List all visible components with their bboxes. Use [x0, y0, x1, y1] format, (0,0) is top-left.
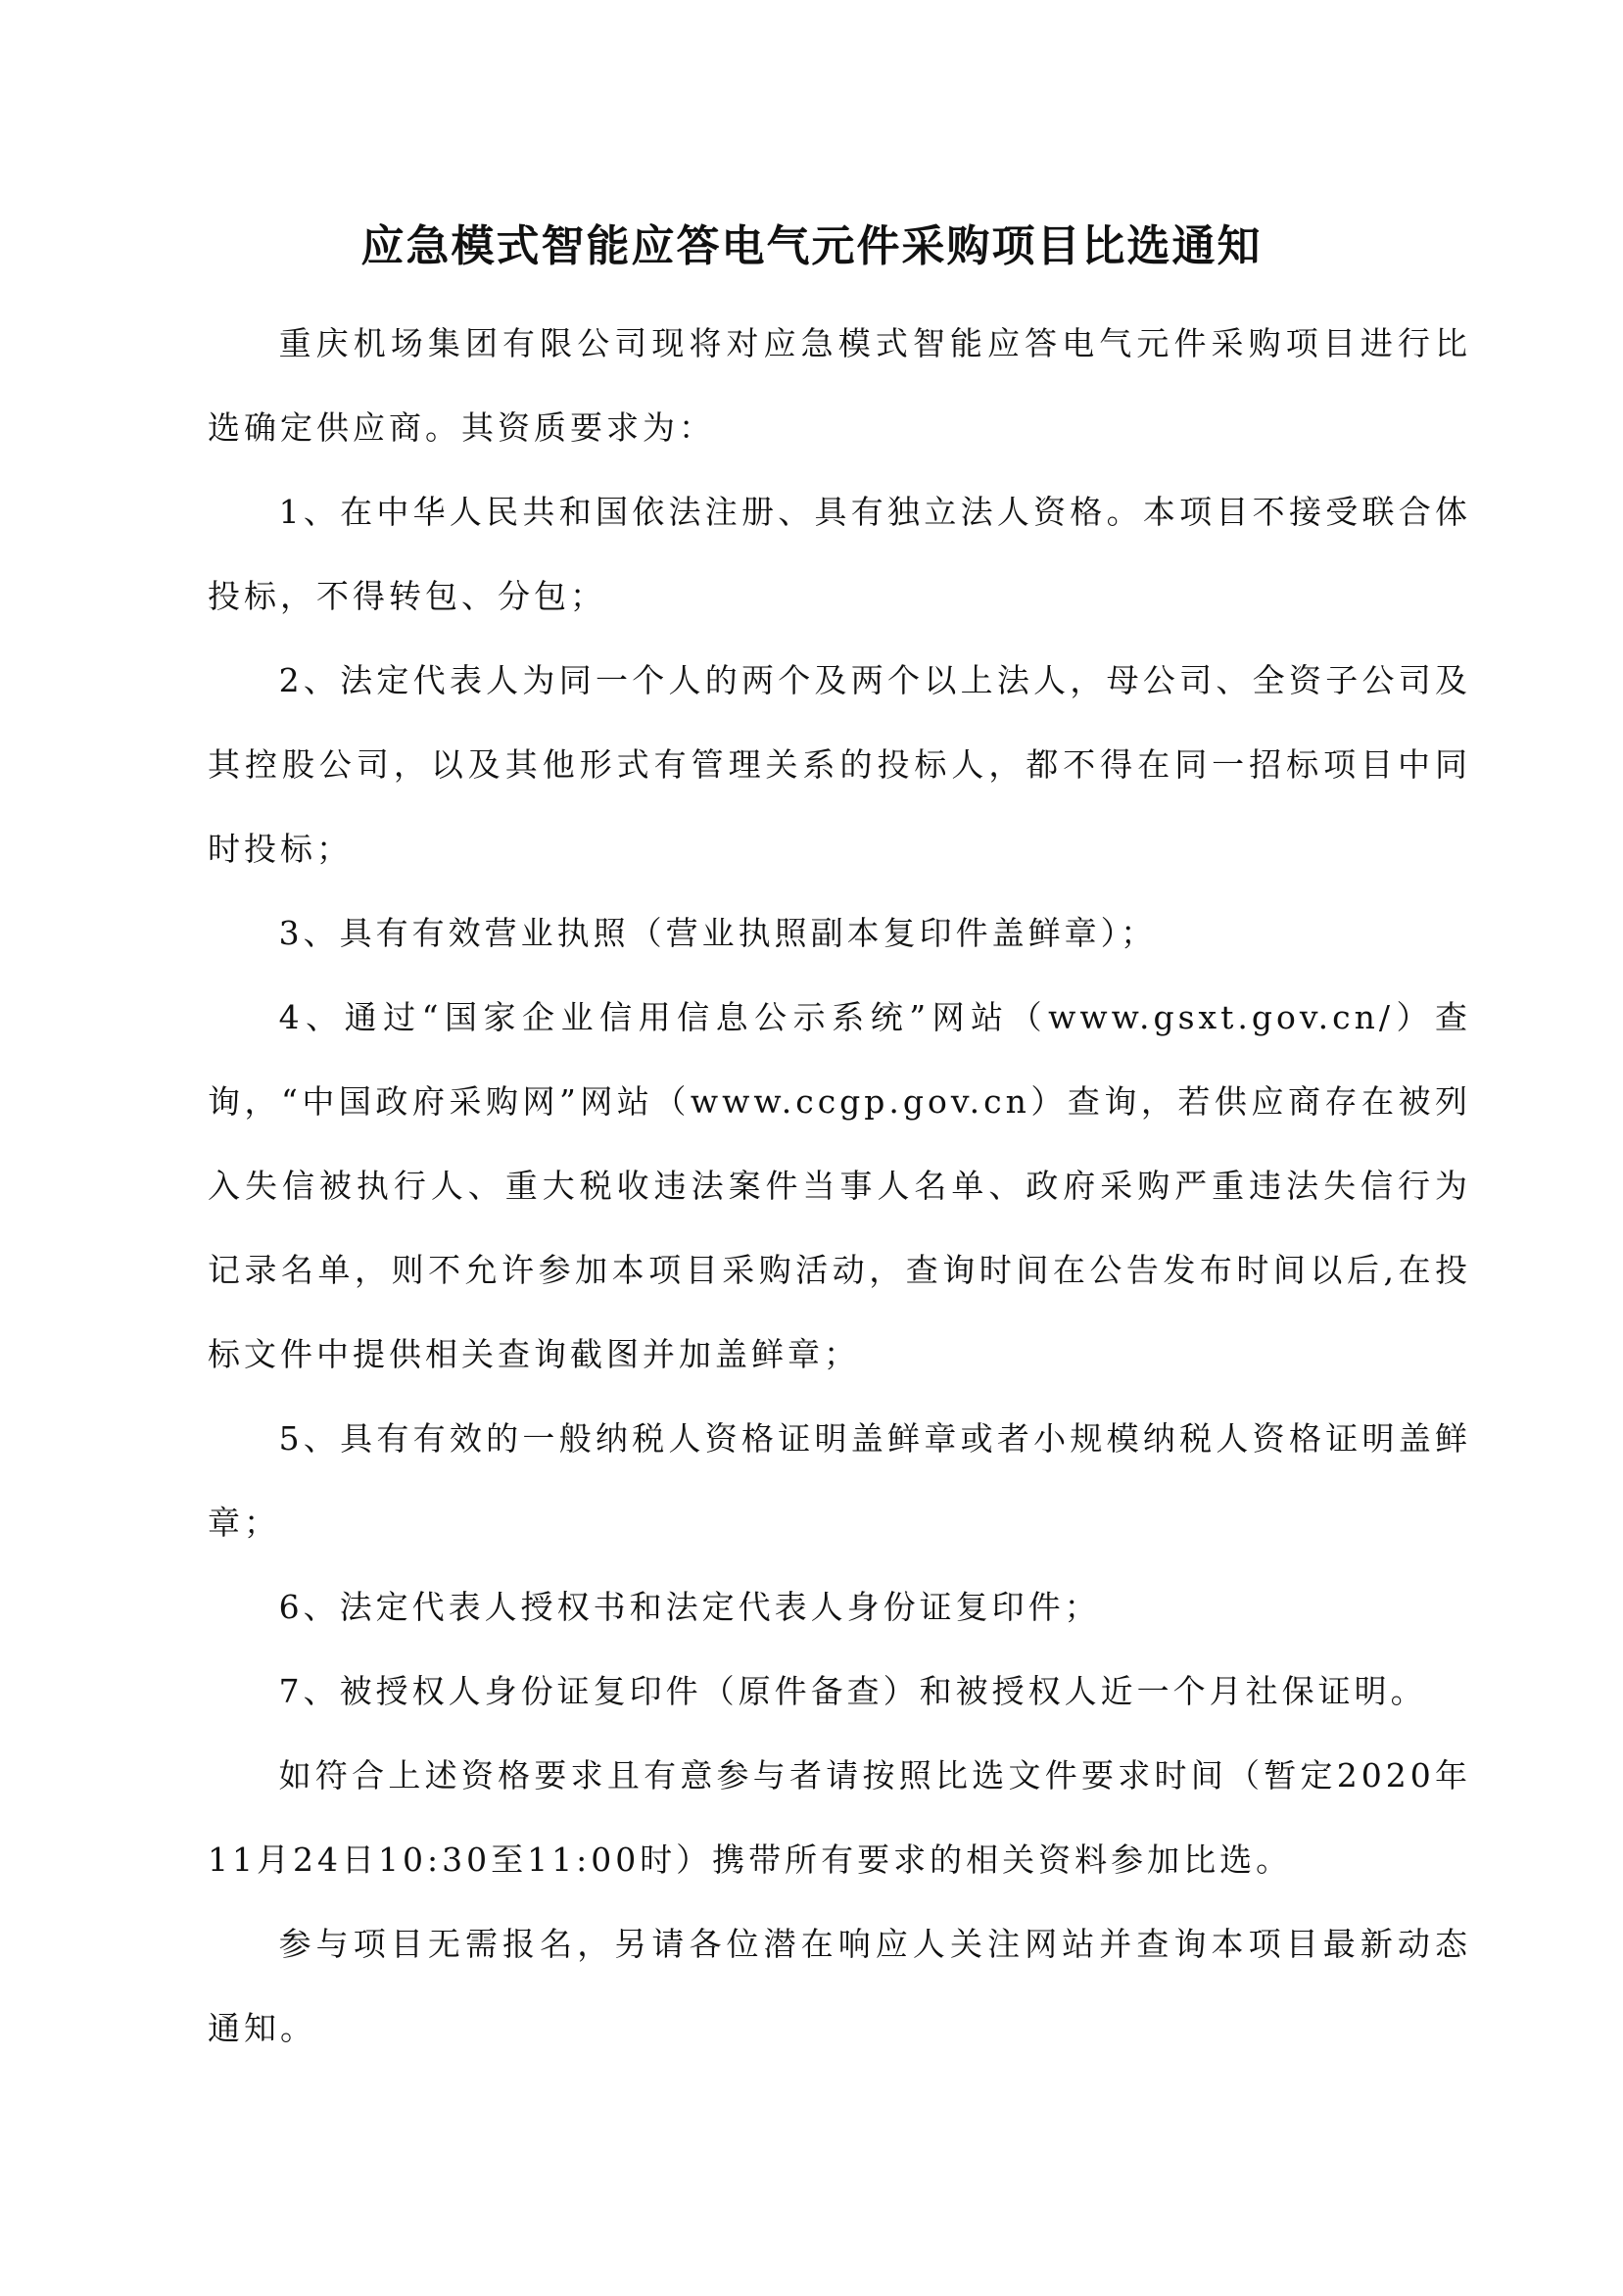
- requirement-6: 6、法定代表人授权书和法定代表人身份证复印件；: [278, 1588, 1101, 1626]
- requirement-7: 7、被授权人身份证复印件（原件备查）和被授权人近一个月社保证明。: [278, 1672, 1427, 1710]
- document-body: [208, 302, 1471, 2071]
- schedule-paragraph: 如符合上述资格要求且有意参与者请按照比选文件要求时间（暂定2020年11月24日10:30至11:00时）携带所有要求的相关资料参加比选。: [208, 1756, 1471, 1879]
- document-title: 应急模式智能应答电气元件采购项目比选通知: [360, 221, 1263, 271]
- requirement-4: 4、通过“国家企业信用信息公示系统”网站（www.gsxt.gov.cn/）查询，“中国政府采购网”网站（www.ccgp.gov.cn）查询，若供应商存在被列入失信被执行人、重大税收违法案件当事人名单、政府采购严重违法失信行为记录名单，则不允许参加本项目采购活动，查询时间在公告发布时间以后,在投标文件中提供相关查询截图并加盖鲜章；: [208, 998, 1471, 1373]
- requirement-3: 3、具有有效营业执照（营业执照副本复印件盖鲜章）；: [278, 914, 1158, 952]
- requirement-2: 2、法定代表人为同一个人的两个及两个以上法人，母公司、全资子公司及其控股公司，以及其他形式有管理关系的投标人，都不得在同一招标项目中同时投标；: [208, 661, 1471, 868]
- requirement-1: 1、在中华人民共和国依法注册、具有独立法人资格。本项目不接受联合体投标，不得转包、分包；: [208, 493, 1471, 615]
- intro-paragraph: 重庆机场集团有限公司现将对应急模式智能应答电气元件采购项目进行比选确定供应商。其资质要求为：: [208, 324, 1471, 447]
- requirement-5: 5、具有有效的一般纳税人资格证明盖鲜章或者小规模纳税人资格证明盖鲜章；: [208, 1419, 1471, 1542]
- closing-paragraph: 参与项目无需报名，另请各位潜在响应人关注网站并查询本项目最新动态通知。: [208, 1925, 1471, 2047]
